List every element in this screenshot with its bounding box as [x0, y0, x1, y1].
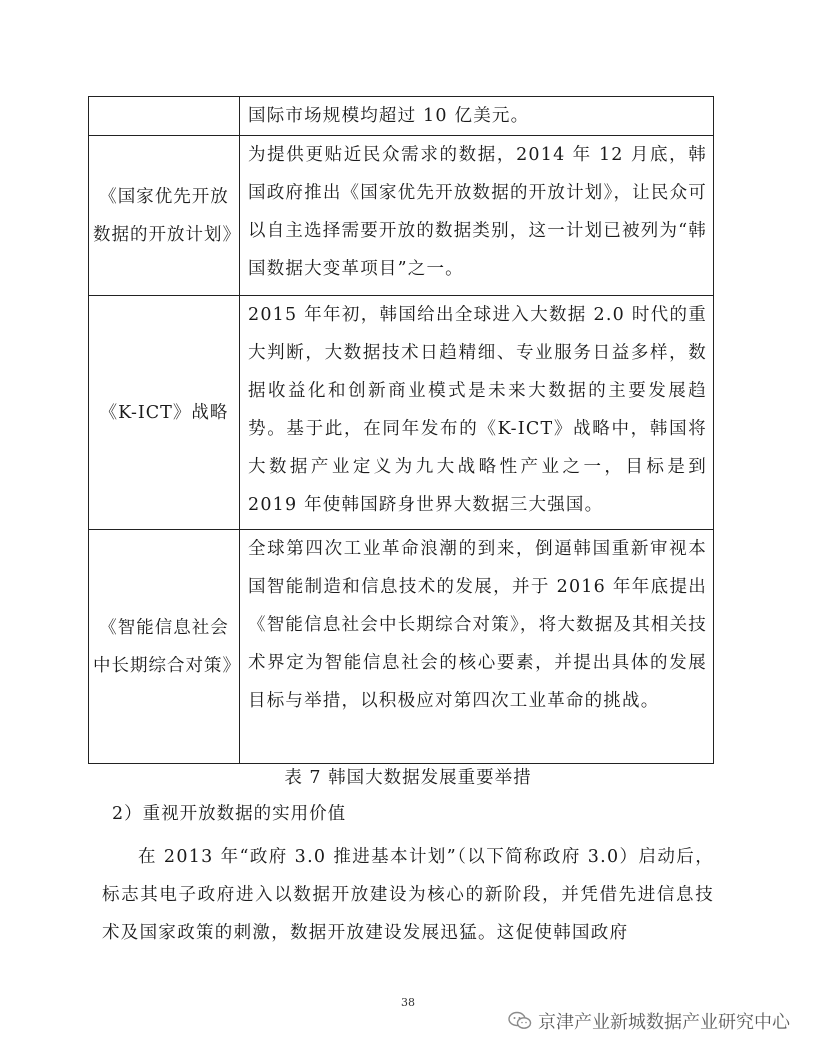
section-subheading: 2）重视开放数据的实用价值: [112, 804, 347, 824]
wechat-icon: [508, 1011, 532, 1031]
body-paragraph: 在 2013 年“政府 3.0 推进基本计划”（以下简称政府 3.0）启动后，标志其电子政府进入以数据开放建设为核心的新阶段，并凭借先进信息技术及国家政策的刺激，数据开放建设发展迅猛。这促使韩国政府: [102, 847, 714, 943]
watermark-text: 京津产业新城数据产业研究中心: [538, 1012, 790, 1033]
measure-name-cell: [89, 97, 240, 136]
table-row: [89, 136, 714, 296]
table-row: [89, 530, 714, 764]
table-caption: 表 7 韩国大数据发展重要举措: [284, 768, 532, 788]
measure-name-cell: 《智能信息社会中长期综合对策》: [89, 530, 240, 764]
page-number: 38: [401, 996, 415, 1009]
measure-description-cell: 全球第四次工业革命浪潮的到来，倒逼韩国重新审视本国智能制造和信息技术的发展，并于 2016 年年底提出《智能信息社会中长期综合对策》，将大数据及其相关技术界定为智能信息社会的核心要素，并提出具体的发展目标与举措，以积极应对第四次工业革命的挑战。: [240, 530, 714, 764]
account-watermark: [508, 1008, 790, 1034]
table-row: [89, 97, 714, 136]
measures-table: [88, 96, 714, 764]
measure-description-cell: 2015 年年初，韩国给出全球进入大数据 2.0 时代的重大判断，大数据技术日趋精细、专业服务日益多样，数据收益化和创新商业模式是未来大数据的主要发展趋势。基于此，在同年发布的《K-ICT》战略中，韩国将大数据产业定义为九大战略性产业之一，目标是到 2019 年使韩国跻身世界大数据三大强国。: [240, 296, 714, 530]
measure-description-cell: 国际市场规模均超过 10 亿美元。: [240, 97, 714, 136]
measure-name-cell: 《K-ICT》战略: [89, 296, 240, 530]
table-row: [89, 296, 714, 530]
measure-name-cell: 《国家优先开放数据的开放计划》: [89, 136, 240, 296]
measure-description-cell: 为提供更贴近民众需求的数据，2014 年 12 月底，韩国政府推出《国家优先开放数据的开放计划》，让民众可以自主选择需要开放的数据类别，这一计划已被列为“韩国数据大变革项目”之一。: [240, 136, 714, 296]
